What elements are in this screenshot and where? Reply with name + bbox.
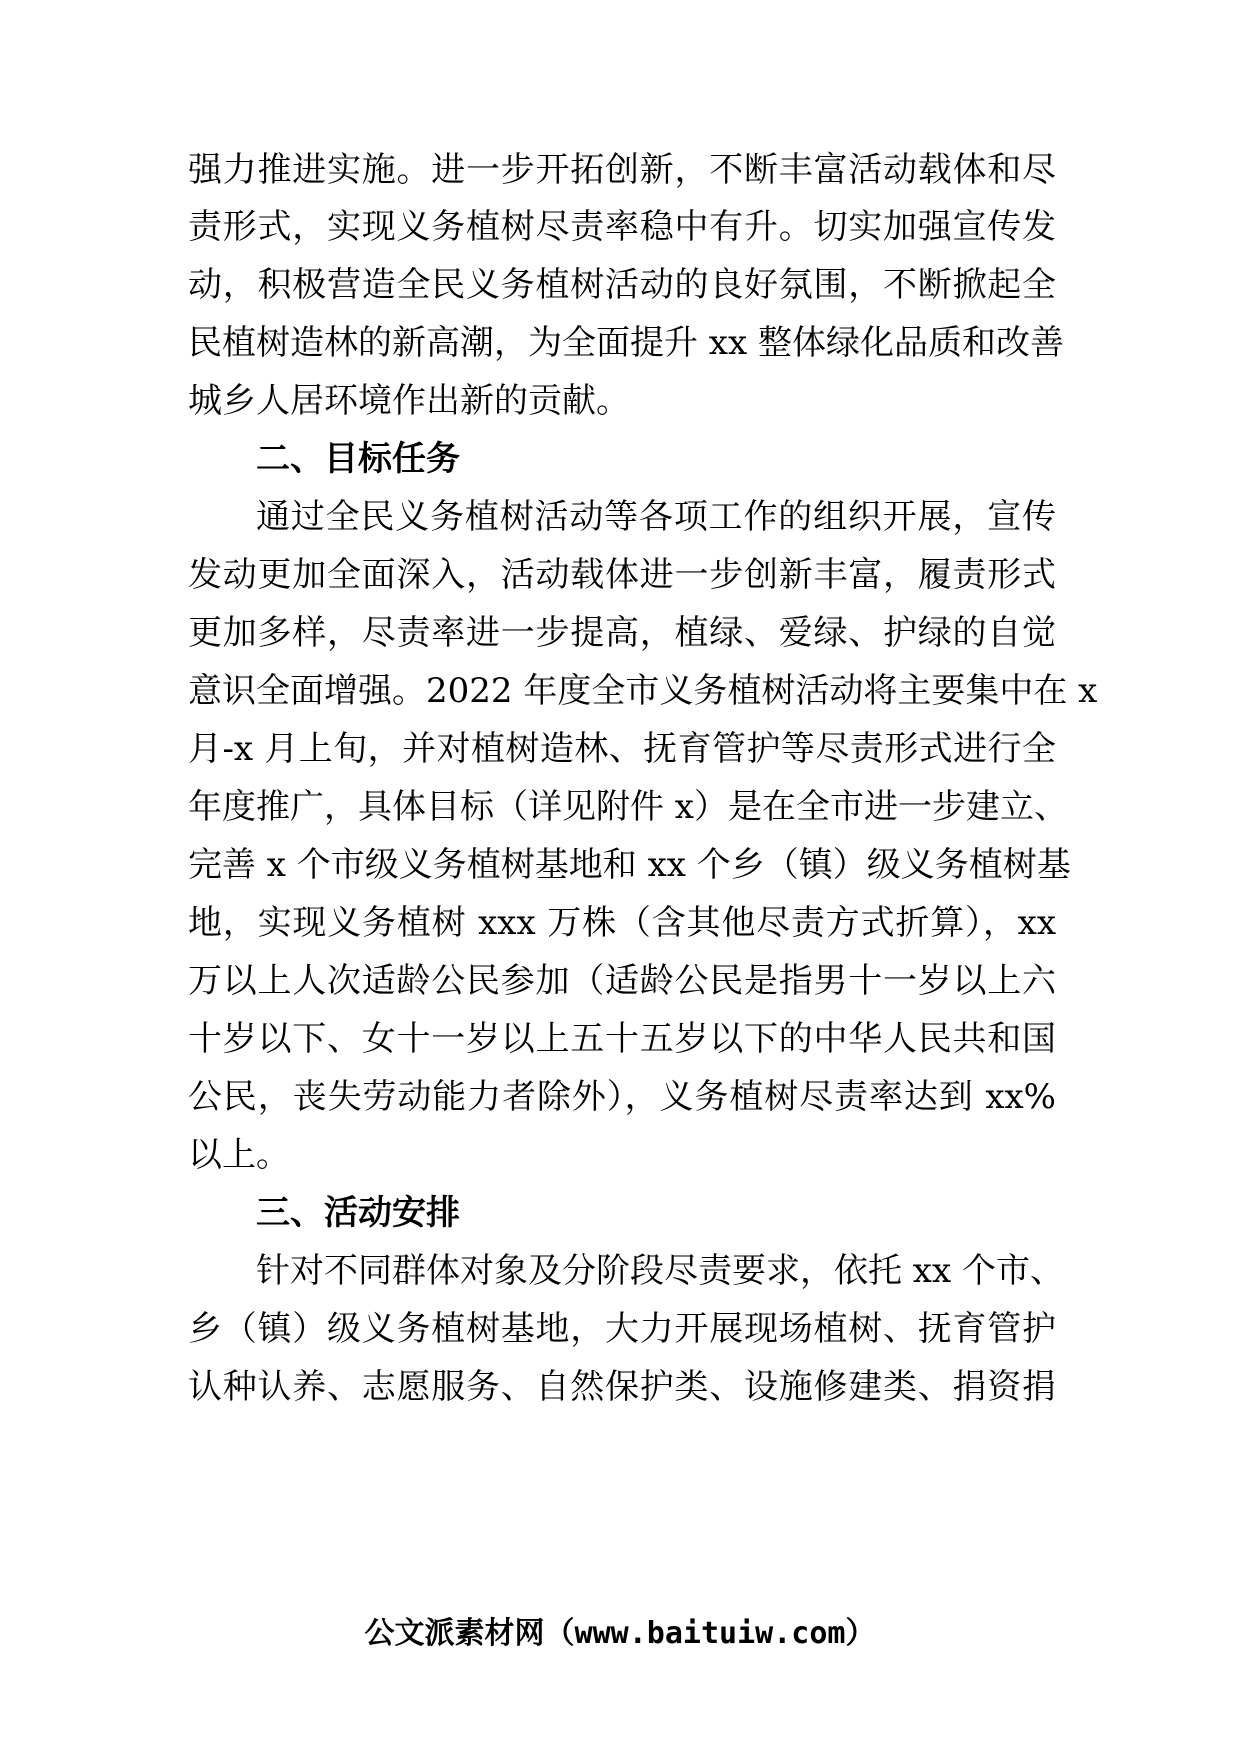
paragraph-line: 意识全面增强。2022 年度全市义务植树活动将主要集中在 x: [188, 671, 1098, 711]
paragraph-line: 地，实现义务植树 xxx 万株（含其他尽责方式折算），xx: [188, 903, 1056, 943]
paragraph-line: 以上。: [188, 1135, 290, 1175]
footer-source: [0, 1612, 1240, 1656]
footer-site-url: （www.baituiw.com）: [544, 1616, 876, 1651]
paragraph-line: 月-x 月上旬，并对植树造林、抚育管护等尽责形式进行全: [188, 729, 1056, 769]
paragraph-line: 完善 x 个市级义务植树基地和 xx 个乡（镇）级义务植树基: [188, 845, 1071, 885]
paragraph-line: 十岁以下、女十一岁以上五十五岁以下的中华人民共和国: [188, 1019, 1056, 1059]
paragraph-line: 通过全民义务植树活动等各项工作的组织开展，宣传: [256, 497, 1056, 537]
paragraph-line: 强力推进实施。进一步开拓创新，不断丰富活动载体和尽: [188, 150, 1056, 190]
paragraph-line: 年度推广，具体目标（详见附件 x）是在全市进一步建立、: [188, 787, 1068, 827]
paragraph-line: 公民，丧失劳动能力者除外），义务植树尽责率达到 xx%: [188, 1077, 1056, 1117]
footer-site-name: 公文派素材网: [364, 1616, 545, 1651]
paragraph-line: 责形式，实现义务植树尽责率稳中有升。切实加强宣传发: [188, 207, 1056, 247]
paragraph-line: 城乡人居环境作出新的贡献。: [188, 381, 630, 421]
section-heading-activities: 三、活动安排: [256, 1193, 460, 1233]
paragraph-line: 万以上人次适龄公民参加（适龄公民是指男十一岁以上六: [188, 961, 1056, 1001]
paragraph-line: 发动更加全面深入，活动载体进一步创新丰富，履责形式: [188, 555, 1056, 595]
paragraph-line: 更加多样，尽责率进一步提高，植绿、爱绿、护绿的自觉: [188, 613, 1056, 653]
paragraph-line: 认种认养、志愿服务、自然保护类、设施修建类、捐资捐: [188, 1367, 1056, 1407]
paragraph-line: 动，积极营造全民义务植树活动的良好氛围，不断掀起全: [188, 265, 1056, 305]
paragraph-line: 乡（镇）级义务植树基地，大力开展现场植树、抚育管护: [188, 1309, 1056, 1349]
section-heading-goals: 二、目标任务: [256, 439, 460, 479]
paragraph-line: 针对不同群体对象及分阶段尽责要求，依托 xx 个市、: [256, 1251, 1064, 1291]
paragraph-line: 民植树造林的新高潮，为全面提升 xx 整体绿化品质和改善: [188, 323, 1064, 363]
